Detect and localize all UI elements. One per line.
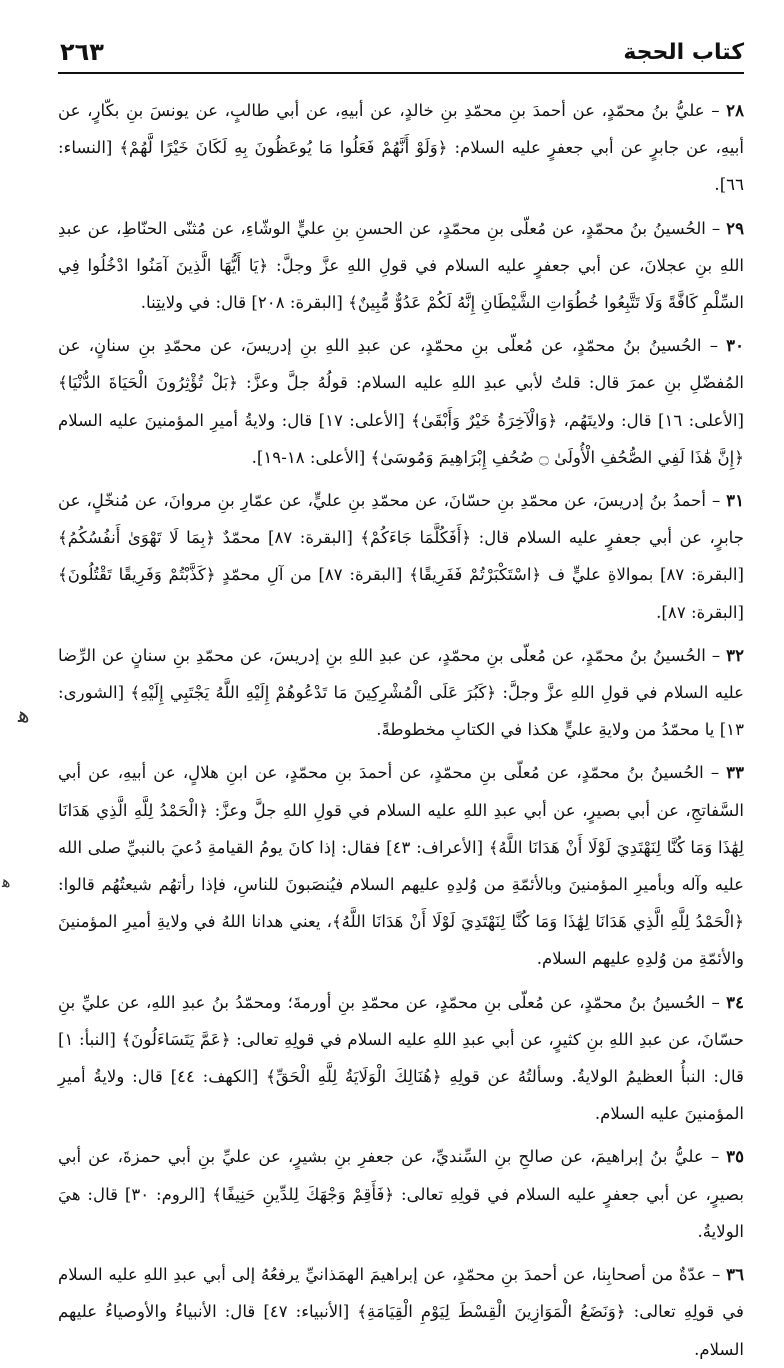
hadith-35: ٣٥ – عليُّ بنُ إبراهيمَ، عن صالحِ بنِ السِّنديِّ، عن جعفرِ بنِ بشيرٍ، عن عليِّ بنِ أبي حمزةَ، عن أبي بصيرٍ، عن أبي جعفرٍ عليه السلام في قولِهِ تعالى: ﴿فَأَقِمْ وَجْهَكَ لِلدِّينِ حَنِيفًا﴾ [الروم: ٣٠] قال: هيَ الولايةُ. <box>58 1146 744 1241</box>
hadith-31: ٣١ – أحمدُ بنُ إدريسَ، عن محمّدِ بنِ حسّانَ، عن محمّدِ بنِ عليٍّ، عن عمّارِ بنِ مروانَ، عن مُنخّلٍ، عن جابرٍ، عن أبي جعفرٍ عليه السلام قال: ﴿أَفَكُلَّمَا جَاءَكُمْ﴾ [البقرة: ٨٧] محمّدٌ ﴿بِمَا لَا تَهْوَىٰ أَنفُسُكُمُ﴾ [البقرة: ٨٧] بموالاةِ عليٍّ ف ﴿اسْتَكْبَرْتُمْ فَفَرِيقًا﴾ [البقرة: ٨٧] من آلِ محمّدٍ ﴿كَذَّبْتُمْ وَفَرِيقًا تَقْتُلُونَ﴾ [البقرة: ٨٧]. <box>58 490 744 622</box>
hadith-text: الحُسينُ بنُ محمّدٍ، عن مُعلّى بنِ محمّدٍ، عن عبدِ اللهِ بنِ إدريسَ، عن محمّدِ بنِ سنانٍ، عن المُفضّلِ بنِ عمرَ قال: قلتُ لأبي عبدِ اللهِ عليه السلام: قولُهُ جلَّ وعزَّ: ﴿بَلْ تُؤْثِرُونَ الْحَيَاةَ الدُّنْيَا﴾ [الأعلى: ١٦] قال: ولايتَهُم، ﴿وَالْآخِرَةُ خَيْرٌ وَأَبْقَىٰ﴾ [الأعلى: ١٧] قال: ولايةُ أميرِ المؤمنينَ عليه السلام ﴿إِنَّ هَٰذَا لَفِي الصُّحُفِ الْأُولَىٰ ۝ صُحُفِ إِبْرَاهِيمَ وَمُوسَىٰ﴾ [الأعلى: ١٨-١٩]. <box>58 336 744 467</box>
hadith-text: الحُسينُ بنُ محمّدٍ، عن مُعلّى بنِ محمّدٍ، عن محمّدِ بنِ أورمةَ؛ ومحمّدُ بنُ عبدِ اللهِ، عن عليِّ بنِ حسّانَ، عن عبدِ اللهِ بنِ كثيرٍ، عن أبي عبدِ اللهِ عليه السلام في قولِهِ تعالى: ﴿عَمَّ يَتَسَاءَلُونَ﴾ [النبأ: ١] قال: النبأُ العظيمُ الولايةُ. وسألتُهُ عن قولِهِ ﴿هُنَالِكَ الْوَلَايَةُ لِلَّهِ الْحَقِّ﴾ [الكهف: ٤٤] قال: ولايةُ أميرِ المؤمنينَ عليه السلام. <box>58 992 744 1124</box>
hadith-text: الحُسينُ بنُ محمّدٍ، عن مُعلّى بنِ محمّدٍ، عن أحمدَ بنِ محمّدٍ، عن ابنِ هلالٍ، عن أبيهِ، عن أبي السَّفاتجِ، عن أبي بصيرٍ، عن أبي عبدِ اللهِ عليه السلام في قولِ اللهِ جلَّ وعزَّ: ﴿الْحَمْدُ لِلَّهِ الَّذِي هَدَانَا لِهَٰذَا وَمَا كُنَّا لِنَهْتَدِيَ لَوْلَا أَنْ هَدَانَا اللَّهُ﴾ [الأعراف: ٤٣] فقال: إذا كانَ يومُ القيامةِ دُعيَ بالنبيِّ صلى الله عليه وآله وبأميرِ المؤمنينَ وبالأئمّةِ من وُلدِهِ عليهم السلام فيُنصَبونَ للناسِ، فإذا رأتهُم شيعتُهُم قالوا: ﴿الْحَمْدُ لِلَّهِ الَّذِي هَدَانَا لِهَٰذَا وَمَا كُنَّا لِنَهْتَدِيَ لَوْلَا أَنْ هَدَانَا اللَّهُ﴾، يعني هدانا اللهُ في ولايةِ أميرِ المؤمنينَ والأئمّةِ من وُلدِهِ عليهم السلام. <box>58 763 744 969</box>
margin-note: ﻫ <box>18 703 30 728</box>
hadith-29: ٢٩ – الحُسينُ بنُ محمّدٍ، عن مُعلّى بنِ محمّدٍ، عن الحسنِ بنِ عليٍّ الوشّاءِ، عن مُثنّى الحنّاطِ، عن عبدِ اللهِ بنِ عجلانَ، عن أبي جعفرٍ عليه السلام في قولِ اللهِ عزَّ وجلَّ: ﴿يَا أَيُّهَا الَّذِينَ آمَنُوا ادْخُلُوا فِي السِّلْمِ كَافَّةً وَلَا تَتَّبِعُوا خُطُوَاتِ الشَّيْطَانِ إِنَّهُ لَكُمْ عَدُوٌّ مُّبِينٌ﴾ [البقرة: ٢٠٨] قال: في ولايتِنا. <box>58 217 744 313</box>
hadith-34: ٣٤ – الحُسينُ بنُ محمّدٍ، عن مُعلّى بنِ محمّدٍ، عن محمّدِ بنِ أورمةَ؛ ومحمّدُ بنُ عبدِ اللهِ، عن عليِّ بنِ حسّانَ، عن عبدِ اللهِ بنِ كثيرٍ، عن أبي عبدِ اللهِ عليه السلام في قولِهِ تعالى: ﴿عَمَّ يَتَسَاءَلُونَ﴾ [النبأ: ١] قال: النبأُ العظيمُ الولايةُ. وسألتُهُ عن قولِهِ ﴿هُنَالِكَ الْوَلَايَةُ لِلَّهِ الْحَقِّ﴾ [الكهف: ٤٤] قال: ولايةُ أميرِ المؤمنينَ عليه السلام. <box>58 991 744 1124</box>
hadith-text: الحُسينُ بنُ محمّدٍ، عن مُعلّى بنِ محمّدٍ، عن الحسنِ بنِ عليٍّ الوشّاءِ، عن مُثنّى الحنّاطِ، عن عبدِ اللهِ بنِ عجلانَ، عن أبي جعفرٍ عليه السلام في قولِ اللهِ عزَّ وجلَّ: ﴿يَا أَيُّهَا الَّذِينَ آمَنُوا ادْخُلُوا فِي السِّلْمِ كَافَّةً وَلَا تَتَّبِعُوا خُطُوَاتِ الشَّيْطَانِ إِنَّهُ لَكُمْ عَدُوٌّ مُّبِينٌ﴾ [البقرة: ٢٠٨] قال: في ولايتِنا. <box>58 218 744 313</box>
page-header <box>58 38 744 74</box>
hadith-text: الحُسينُ بنُ محمّدٍ، عن مُعلّى بنِ محمّدٍ، عن عبدِ اللهِ بنِ إدريسَ، عن محمّدِ بنِ سنانٍ عن الرِّضا عليه السلام في قولِ اللهِ عزَّ وجلَّ: ﴿كَبُرَ عَلَى الْمُشْرِكِينَ مَا تَدْعُوهُمْ إِلَيْهِ اللَّهُ يَجْتَبِي إِلَيْهِ﴾ [الشورى: ١٣] يا محمّدُ من ولايةِ عليٍّ هكذا في الكتابِ مخطوطةً. <box>58 645 744 740</box>
hadith-text: عليُّ بنُ محمّدٍ، عن أحمدَ بنِ محمّدِ بنِ خالدٍ، عن أبيهِ، عن أبي طالبٍ، عن يونسَ بنِ بكّارٍ، عن أبيهِ، عن جابرٍ عن أبي جعفرٍ عليه السلام: ﴿وَلَوْ أَنَّهُمْ فَعَلُوا مَا يُوعَظُونَ بِهِ لَكَانَ خَيْرًا لَّهُمْ﴾ [النساء: ٦٦]. <box>58 101 744 195</box>
hadith-28: ٢٨ – عليُّ بنُ محمّدٍ، عن أحمدَ بنِ محمّدِ بنِ خالدٍ، عن أبيهِ، عن أبي طالبٍ، عن يونسَ بنِ بكّارٍ، عن أبيهِ، عن جابرٍ عن أبي جعفرٍ عليه السلام: ﴿وَلَوْ أَنَّهُمْ فَعَلُوا مَا يُوعَظُونَ بِهِ لَكَانَ خَيْرًا لَّهُمْ﴾ [النساء: ٦٦]. <box>58 100 744 195</box>
hadith-32: ٣٢ – الحُسينُ بنُ محمّدٍ، عن مُعلّى بنِ محمّدٍ، عن عبدِ اللهِ بنِ إدريسَ، عن محمّدِ بنِ سنانٍ عن الرِّضا عليه السلام في قولِ اللهِ عزَّ وجلَّ: ﴿كَبُرَ عَلَى الْمُشْرِكِينَ مَا تَدْعُوهُمْ إِلَيْهِ اللَّهُ يَجْتَبِي إِلَيْهِ﴾ [الشورى: ١٣] يا محمّدُ من ولايةِ عليٍّ هكذا في الكتابِ مخطوطةً. <box>58 644 744 740</box>
hadith-number: ٣٣ <box>726 762 744 783</box>
hadith-number: ٣٥ <box>726 1146 744 1167</box>
hadith-text: عليُّ بنُ إبراهيمَ، عن صالحِ بنِ السِّنديِّ، عن جعفرِ بنِ بشيرٍ، عن عليِّ بنِ أبي حمزةَ، عن أبي بصيرٍ، عن أبي جعفرٍ عليه السلام في قولِهِ تعالى: ﴿فَأَقِمْ وَجْهَكَ لِلدِّينِ حَنِيفًا﴾ [الروم: ٣٠] قال: هيَ الولايةُ. <box>58 1147 744 1241</box>
hadith-number: ٣٤ <box>726 991 744 1012</box>
margin-note: ﻫ <box>2 872 11 891</box>
hadith-number: ٢٩ <box>726 217 744 238</box>
hadith-number: ٢٨ <box>726 100 744 120</box>
hadith-number: ٣٦ <box>726 1264 744 1285</box>
hadith-list <box>58 92 744 1368</box>
hadith-text: عدّةٌ من أصحابِنا، عن أحمدَ بنِ محمّدٍ، عن إبراهيمَ الهمَذانيِّ يرفعُهُ إلى أبي عبدِ اللهِ عليه السلام في قولِهِ تعالى: ﴿وَنَضَعُ الْمَوَازِينَ الْقِسْطَ لِيَوْمِ الْقِيَامَةِ﴾ [الأنبياء: ٤٧] قال: الأنبياءُ والأوصياءُ عليهم السلام. <box>58 1265 744 1359</box>
hadith-number: ٣١ <box>726 490 744 511</box>
hadith-number: ٣٢ <box>726 644 744 665</box>
hadith-36: ٣٦ – عدّةٌ من أصحابِنا، عن أحمدَ بنِ محمّدٍ، عن إبراهيمَ الهمَذانيِّ يرفعُهُ إلى أبي عبدِ اللهِ عليه السلام في قولِهِ تعالى: ﴿وَنَضَعُ الْمَوَازِينَ الْقِسْطَ لِيَوْمِ الْقِيَامَةِ﴾ [الأنبياء: ٤٧] قال: الأنبياءُ والأوصياءُ عليهم السلام. <box>58 1264 744 1359</box>
hadith-30: ٣٠ – الحُسينُ بنُ محمّدٍ، عن مُعلّى بنِ محمّدٍ، عن عبدِ اللهِ بنِ إدريسَ، عن محمّدِ بنِ سنانٍ، عن المُفضّلِ بنِ عمرَ قال: قلتُ لأبي عبدِ اللهِ عليه السلام: قولُهُ جلَّ وعزَّ: ﴿بَلْ تُؤْثِرُونَ الْحَيَاةَ الدُّنْيَا﴾ [الأعلى: ١٦] قال: ولايتَهُم، ﴿وَالْآخِرَةُ خَيْرٌ وَأَبْقَىٰ﴾ [الأعلى: ١٧] قال: ولايةُ أميرِ المؤمنينَ عليه السلام ﴿إِنَّ هَٰذَا لَفِي الصُّحُفِ الْأُولَىٰ ۝ صُحُفِ إِبْرَاهِيمَ وَمُوسَىٰ﴾ [الأعلى: ١٨-١٩]. <box>58 335 744 467</box>
page-number: ٢٦٣ <box>60 38 104 66</box>
document-page <box>58 38 744 1359</box>
book-title: كتاب الحجة <box>623 40 744 65</box>
hadith-text: أحمدُ بنُ إدريسَ، عن محمّدِ بنِ حسّانَ، عن محمّدِ بنِ عليٍّ، عن عمّارِ بنِ مروانَ، عن مُنخّلٍ، عن جابرٍ، عن أبي جعفرٍ عليه السلام قال: ﴿أَفَكُلَّمَا جَاءَكُمْ﴾ [البقرة: ٨٧] محمّدٌ ﴿بِمَا لَا تَهْوَىٰ أَنفُسُكُمُ﴾ [البقرة: ٨٧] بموالاةِ عليٍّ ف ﴿اسْتَكْبَرْتُمْ فَفَرِيقًا﴾ [البقرة: ٨٧] من آلِ محمّدٍ ﴿كَذَّبْتُمْ وَفَرِيقًا تَقْتُلُونَ﴾ [البقرة: ٨٧]. <box>58 491 744 622</box>
hadith-number: ٣٠ <box>726 335 744 356</box>
hadith-33: ٣٣ – الحُسينُ بنُ محمّدٍ، عن مُعلّى بنِ محمّدٍ، عن أحمدَ بنِ محمّدٍ، عن ابنِ هلالٍ، عن أبيهِ، عن أبي السَّفاتجِ، عن أبي بصيرٍ، عن أبي عبدِ اللهِ عليه السلام في قولِ اللهِ جلَّ وعزَّ: ﴿الْحَمْدُ لِلَّهِ الَّذِي هَدَانَا لِهَٰذَا وَمَا كُنَّا لِنَهْتَدِيَ لَوْلَا أَنْ هَدَانَا اللَّهُ﴾ [الأعراف: ٤٣] فقال: إذا كانَ يومُ القيامةِ دُعيَ بالنبيِّ صلى الله عليه وآله وبأميرِ المؤمنينَ وبالأئمّةِ من وُلدِهِ عليهم السلام فيُنصَبونَ للناسِ، فإذا رأتهُم شيعتُهُم قالوا: ﴿الْحَمْدُ لِلَّهِ الَّذِي هَدَانَا لِهَٰذَا وَمَا كُنَّا لِنَهْتَدِيَ لَوْلَا أَنْ هَدَانَا اللَّهُ﴾، يعني هدانا اللهُ في ولايةِ أميرِ المؤمنينَ والأئمّةِ من وُلدِهِ عليهم السلام. <box>58 762 744 969</box>
